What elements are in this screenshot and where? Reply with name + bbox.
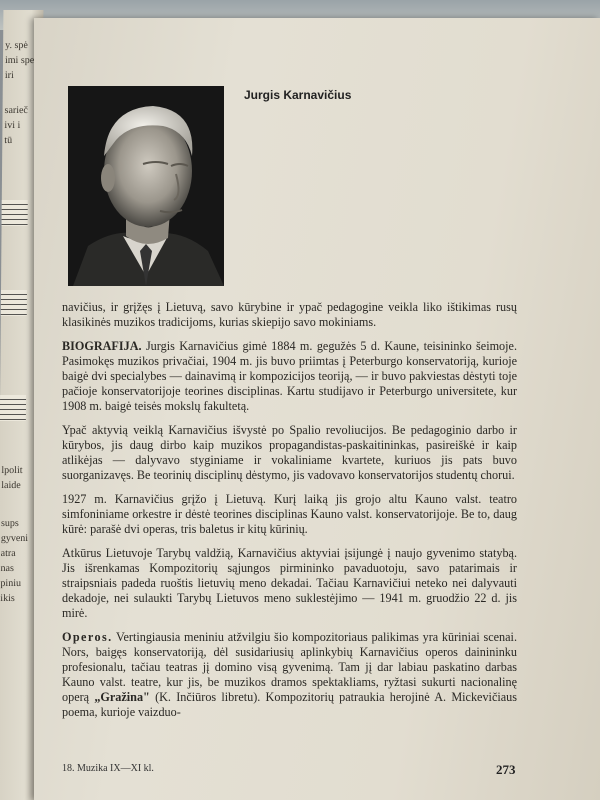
operas-text-b: (K. Inčiūros libretu). Kompozitorių patraukia herojinė A. Mickevičiaus poema, kurioje vaizduo- bbox=[62, 690, 517, 719]
music-staff-fragment bbox=[0, 395, 26, 421]
opera-title: „Gražina" bbox=[94, 690, 150, 704]
revolution-paragraph: Ypač aktyvią veiklą Karnavičius išvystė po Spalio revoliucijos. Be pedagoginio darbo ir kūrybos, jis daug dirbo kaip muzikos propagandistas-paskaitininkas, pasireiškė ir kaip atlikėjas — dalyvavo styginiame ir vokaliniame kvartete, kuriuos jis pats buvo suorganizavęs. Be teorinių disciplinų dėstymo, jis vadovavo konservatorijos studentų chorui. bbox=[62, 423, 517, 482]
portrait-image bbox=[68, 86, 224, 286]
operas-text-a: Vertingiausia meniniu atžvilgiu šio kompozitoriaus palikimas yra kūriniai scenai. Nors, baigęs konservatoriją, dėl susidariusių aplinkybių Karnavičius operos dainininku profesionalu, tačiau teatras jį domino visą gyvenimą. Tam jį dar labiau paskatino darbas Kauno valst. teatre, kur jis, be muzikos dramos spektakliams, ryžtasi sukurti nacionalinę operą bbox=[62, 630, 517, 704]
book-page bbox=[34, 18, 600, 800]
left-page-fragment: piniu bbox=[0, 578, 22, 589]
left-page-fragment: iri bbox=[4, 70, 14, 81]
page-number: 273 bbox=[496, 762, 516, 777]
left-page-fragment: imi spe bbox=[4, 55, 35, 66]
article-text bbox=[62, 300, 517, 729]
biography-paragraph bbox=[62, 339, 517, 414]
footer-book-title: 18. Muzika IX—XI kl. bbox=[62, 763, 154, 774]
left-page-fragment: tū bbox=[4, 135, 13, 146]
left-page-fragment: ikis bbox=[0, 593, 15, 604]
soviet-paragraph: Atkūrus Lietuvoje Tarybų valdžią, Karnavičius aktyviai įsijungė į naujo gyvenimo statybą. Jis išrenkamas Kompozitorių sąjungos pirmininko pavaduotoju, savo patarimais ir straipsniais padeda ruoštis lietuvių meno dekadai. Tačiau Karnavičiui neteko nei dalyvauti dekadoje, nei sulaukti Tarybų Lietuvos meno suklestėjimo — 1941 m. gruodžio 22 d. jis mirė. bbox=[62, 546, 517, 620]
intro-paragraph: navičius, ir grįžęs į Lietuvą, savo kūrybine ir ypač pedagogine veikla liko ištikimas rusų klasikinės muzikos tradicijoms, kurias skiepijo savo mokiniams. bbox=[62, 300, 517, 329]
biography-heading: BIOGRAFIJA. bbox=[62, 339, 142, 353]
operas-heading: Operos. bbox=[62, 630, 113, 644]
biography-text: Jurgis Karnavičius gimė 1884 m. gegužės 5 d. Kaune, teisininko šeimoje. Pasimokęs muzikos privačiai, 1904 m. jis buvo priimtas į Peterburgo konservatoriją, kurioje baigė dvi specialybes — dainavimą ir kompozicijos teoriją, — ir buvo pakviestas dėstyti toje pačioje konservatorijoje teorines disciplinas. Kartu studijavo ir Peterburgo universitete, kur 1908 m. baigė teisės mokslų fakultetą. bbox=[62, 339, 517, 413]
portrait-caption: Jurgis Karnavičius bbox=[244, 88, 352, 102]
left-page-fragment: atra bbox=[0, 548, 16, 559]
left-page-fragment: gyveni bbox=[0, 533, 29, 544]
left-page-fragment: ivi i bbox=[4, 120, 21, 131]
portrait-photo bbox=[68, 86, 224, 286]
left-page-fragment: lpolit bbox=[1, 465, 23, 476]
operas-paragraph bbox=[62, 630, 517, 720]
left-page-fragment: y. spė bbox=[5, 40, 28, 51]
return-paragraph: 1927 m. Karnavičius grįžo į Lietuvą. Kurį laiką jis grojo altu Kauno valst. teatro simfoniniame orkestre ir dėstė teorines disciplinas Kauno valst. konservatorijoje. Be to, daug kūrė: parašė dvi operas, tris baletus ir kitų kūrinių. bbox=[62, 492, 517, 536]
left-page-fragment: sups bbox=[0, 518, 19, 529]
left-page-fragment: nas bbox=[0, 563, 14, 574]
left-page-fragment: sarieč bbox=[4, 105, 28, 116]
music-staff-fragment bbox=[1, 290, 27, 316]
left-page-fragment: laide bbox=[1, 480, 21, 491]
music-staff-fragment bbox=[2, 200, 28, 226]
